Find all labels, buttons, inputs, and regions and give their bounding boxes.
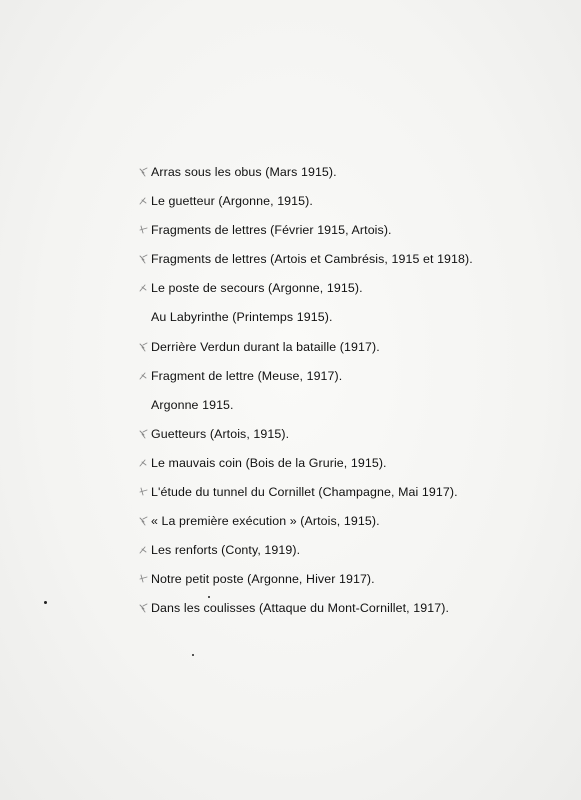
- pencil-check-mark-icon: [139, 342, 148, 352]
- toc-entry-title: Fragments de lettres (Février 1915, Artois).: [151, 223, 392, 238]
- toc-entry-16: [136, 594, 536, 623]
- toc-entry-13: [136, 507, 536, 536]
- toc-entry-8: [136, 362, 536, 391]
- toc-entry-title: Le mauvais coin (Bois de la Grurie, 1915).: [151, 455, 387, 470]
- toc-entry-title: Argonne 1915.: [151, 397, 234, 412]
- toc-entry-title: Arras sous les obus (Mars 1915).: [151, 165, 337, 179]
- toc-entry-title: Notre petit poste (Argonne, Hiver 1917).: [151, 572, 375, 587]
- toc-entry-title: Dans les coulisses (Attaque du Mont-Cornillet, 1917).: [151, 601, 449, 616]
- toc-entry-title: Le poste de secours (Argonne, 1915).: [151, 281, 363, 296]
- pencil-check-mark-icon: [139, 225, 148, 235]
- pencil-check-mark-icon: [139, 283, 148, 293]
- toc-entry-11: [136, 449, 536, 478]
- toc-entry-6: [136, 303, 536, 332]
- toc-entry-title: « La première exécution » (Artois, 1915).: [151, 514, 380, 529]
- pencil-check-mark-icon: [139, 429, 148, 439]
- toc-entry-5: [136, 274, 536, 303]
- toc-entry-12: [136, 478, 536, 507]
- toc-entry-10: [136, 420, 536, 449]
- paper-speck: [192, 654, 194, 656]
- paper-speck: [208, 596, 210, 598]
- toc-entry-title: Le guetteur (Argonne, 1915).: [151, 194, 313, 209]
- pencil-check-mark-icon: [139, 574, 148, 584]
- pencil-check-mark-icon: [139, 254, 148, 264]
- pencil-check-mark-icon: [139, 196, 148, 206]
- toc-entry-title: Au Labyrinthe (Printemps 1915).: [151, 310, 333, 325]
- toc-entry-15: [136, 565, 536, 594]
- toc-entry-title: Guetteurs (Artois, 1915).: [151, 426, 290, 441]
- toc-entry-9: [136, 391, 536, 420]
- pencil-check-mark-icon: [139, 487, 148, 497]
- pencil-check-mark-icon: [139, 458, 148, 468]
- toc-entry-1: [136, 158, 536, 187]
- toc-entry-7: [136, 333, 536, 362]
- toc-entry-14: [136, 536, 536, 565]
- pencil-check-mark-icon: [139, 167, 148, 177]
- toc-entry-title: Fragments de lettres (Artois et Cambrésis, 1915 et 1918).: [151, 252, 473, 267]
- table-of-contents: [136, 158, 536, 624]
- paper-speck: [44, 601, 47, 604]
- toc-entry-4: [136, 245, 536, 274]
- toc-entry-title: Les renforts (Conty, 1919).: [151, 543, 301, 558]
- toc-entry-2: [136, 187, 536, 216]
- pencil-check-mark-icon: [139, 516, 148, 526]
- toc-entry-title: Fragment de lettre (Meuse, 1917).: [151, 368, 343, 383]
- pencil-check-mark-icon: [139, 545, 148, 555]
- pencil-check-mark-icon: [139, 371, 148, 381]
- toc-entry-3: [136, 216, 536, 245]
- pencil-check-mark-icon: [139, 603, 148, 613]
- toc-entry-title: L'étude du tunnel du Cornillet (Champagne, Mai 1917).: [151, 485, 458, 500]
- toc-entry-title: Derrière Verdun durant la bataille (1917).: [151, 339, 380, 354]
